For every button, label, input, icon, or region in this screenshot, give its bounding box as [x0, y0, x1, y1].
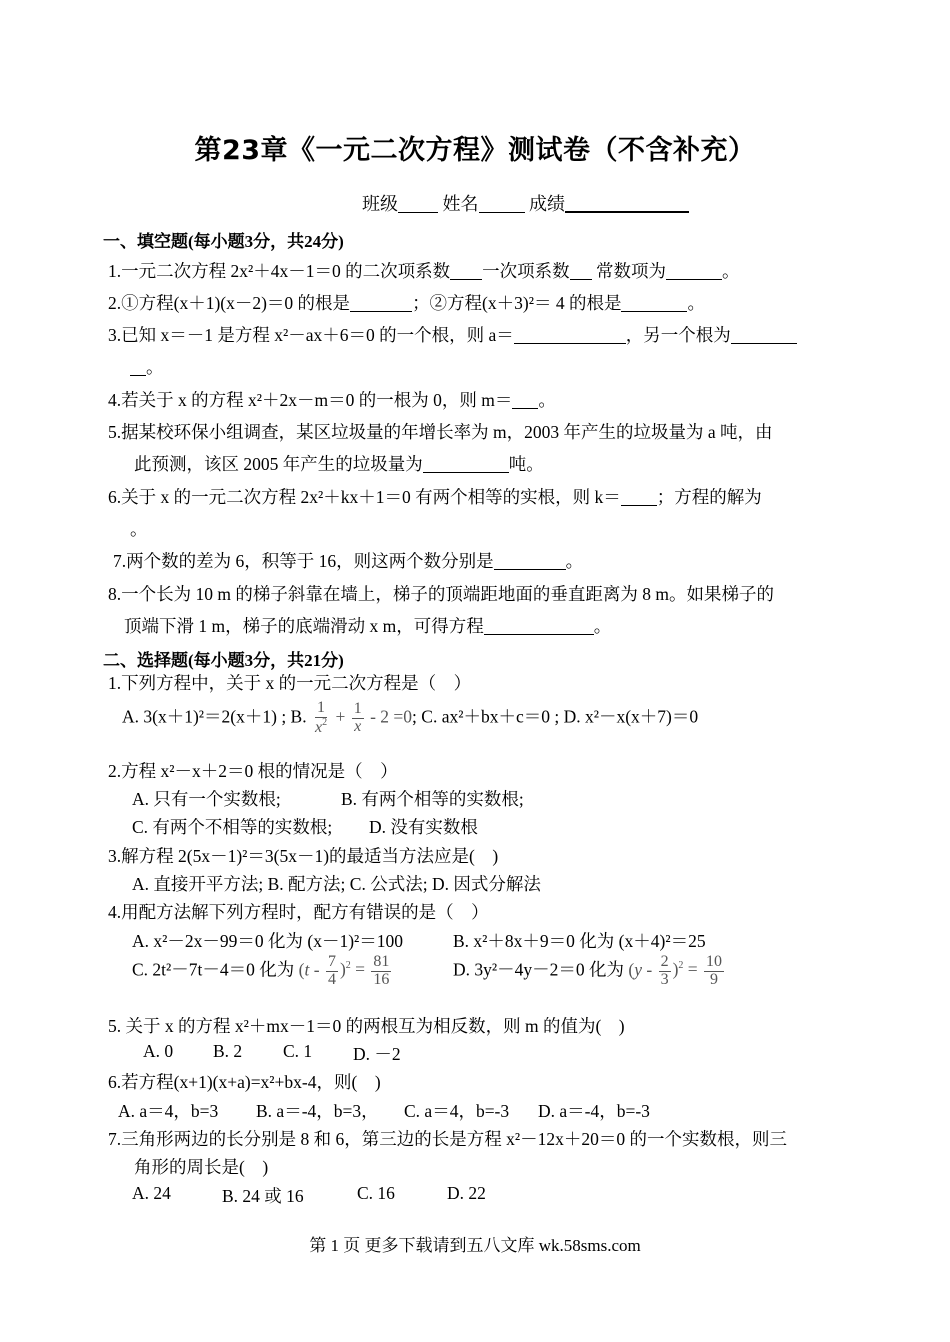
choice-question-5-option-b: B. 2	[213, 1041, 243, 1061]
fill-question-3-cont: 。	[130, 354, 164, 379]
choice-question-5-option-d: D. －2	[353, 1044, 401, 1064]
choice-question-6-option-d: D. a＝-4，b=-3	[538, 1101, 650, 1121]
fill-question-8: 8.一个长为 10 m 的梯子斜靠在墙上，梯子的顶端距地面的垂直距离为 8 m。如果梯子的	[108, 584, 774, 604]
choice-question-7-cont: 角形的周长是( )	[134, 1157, 269, 1177]
choice-question-1: 1.下列方程中，关于 x 的一元二次方程是（ ）	[108, 673, 472, 693]
section-heading-choice: 二、选择题(每小题3分，共21分)	[103, 651, 344, 670]
choice-question-6: 6.若方程(x+1)(x+a)=x²+bx-4，则( )	[108, 1072, 381, 1092]
choice-question-2-option-a: A. 只有一个实数根;	[132, 789, 281, 809]
name-label: 姓名	[442, 194, 479, 214]
fill-question-4: 4.若关于 x 的方程 x²＋2x－m＝0 的一根为 0，则 m＝ 。	[108, 390, 556, 410]
choice-question-6-option-b: B. a＝-4，b=3，	[256, 1101, 379, 1121]
choice-question-2-option-c: C. 有两个不相等的实数根;	[132, 817, 333, 837]
choice-question-2-option-b: B. 有两个相等的实数根;	[341, 789, 524, 809]
page-title: 第23章《一元二次方程》测试卷（不含补充）	[194, 135, 756, 166]
page-footer: 第 1 页 更多下载请到五八文库 wk.58sms.com	[309, 1236, 641, 1255]
choice-question-6-option-a: A. a＝4，b=3	[118, 1101, 219, 1121]
fraction: $\frac{1}{x}$	[353, 700, 362, 735]
choice-question-4-option-a: A. x²－2x－99＝0 化为 (x－1)²＝100	[132, 931, 404, 951]
choice-question-7: 7.三角形两边的长分别是 8 和 6，第三边的长是方程 x²－12x＋20＝0 的一个实数根，则三	[108, 1129, 787, 1149]
name-blank	[479, 194, 525, 213]
section-heading-fill: 一、填空题(每小题3分，共24分)	[103, 232, 344, 251]
choice-question-1-options: A. 3(x＋1)²＝2(x＋1) ; B. $\frac{1}{x^2}$ + $\frac{1}{x}$ - 2 =0; C. ax²＋bx＋c＝0 ; D. x²－x(x＋7)＝0	[122, 699, 699, 736]
choice-question-3-options: A. 直接开平方法; B. 配方法; C. 公式法; D. 因式分解法	[132, 874, 541, 894]
fill-question-6-cont: 。	[130, 519, 148, 539]
class-label: 班级	[362, 194, 398, 214]
choice-question-3: 3.解方程 2(5x－1)²＝3(5x－1)的最适当方法应是( )	[108, 846, 499, 866]
fraction: $\frac{10}{9}$	[706, 953, 723, 988]
choice-question-7-option-c: C. 16	[357, 1183, 395, 1203]
choice-question-7-option-d: D. 22	[447, 1183, 486, 1203]
choice-question-2-option-d: D. 没有实数根	[369, 817, 478, 837]
choice-question-5: 5. 关于 x 的方程 x²＋mx－1＝0 的两根互为相反数，则 m 的值为( )	[108, 1016, 625, 1036]
choice-question-4-option-c: C. 2t²－7t－4＝0 化为 (t - $\frac{7}{4}$ )$^2$ = $\frac{81}{16}$	[132, 953, 390, 988]
fill-question-7: 7.两个数的差为 6，积等于 16，则这两个数分别是 。	[113, 551, 584, 571]
score-label: 成绩	[529, 194, 565, 214]
student-info	[362, 190, 689, 216]
choice-question-6-option-c: C. a＝4，b=-3	[404, 1101, 510, 1121]
score-blank	[565, 193, 689, 213]
choice-question-7-option-a: A. 24	[132, 1183, 171, 1203]
choice-question-4-option-b: B. x²＋8x＋9＝0 化为 (x＋4)²＝25	[453, 931, 706, 951]
choice-question-7-option-b: B. 24 或 16	[222, 1186, 304, 1206]
choice-question-2: 2.方程 x²－x＋2＝0 根的情况是（ ）	[108, 761, 398, 781]
class-blank	[398, 194, 438, 213]
fill-question-5-cont: 此预测，该区 2005 年产生的垃圾量为 吨。	[134, 454, 544, 474]
fill-question-5: 5.据某校环保小组调查，某区垃圾量的年增长率为 m，2003 年产生的垃圾量为 a 吨，由	[108, 422, 773, 442]
fill-question-2: 2.①方程(x＋1)(x－2)＝0 的根是 ；②方程(x＋3)²＝ 4 的根是 。	[108, 293, 705, 313]
fraction: $\frac{81}{16}$	[373, 953, 390, 988]
choice-question-4: 4.用配方法解下列方程时，配方有错误的是（ ）	[108, 902, 489, 922]
fraction: $\frac{1}{x^2}$	[314, 699, 328, 736]
fraction: $\frac{2}{3}$	[660, 953, 669, 988]
fraction: $\frac{7}{4}$	[327, 953, 336, 988]
choice-question-5-option-a: A. 0	[143, 1041, 174, 1061]
fill-question-3: 3.已知 x＝－1 是方程 x²－ax＋6＝0 的一个根，则 a＝ ，另一个根为	[108, 322, 797, 347]
fill-question-6: 6.关于 x 的一元二次方程 2x²＋kx＋1＝0 有两个相等的实根，则 k＝ ；方程的解为	[108, 487, 762, 507]
choice-question-5-option-c: C. 1	[283, 1041, 313, 1061]
fill-question-8-cont: 顶端下滑 1 m，梯子的底端滑动 x m，可得方程 。	[124, 616, 612, 636]
choice-question-4-option-d: D. 3y²－4y－2＝0 化为 (y - $\frac{2}{3}$ )$^2$ = $\frac{10}{9}$	[453, 953, 723, 988]
fill-question-1: 1.一元二次方程 2x²＋4x－1＝0 的二次项系数 一次项系数 常数项为 。	[108, 261, 740, 281]
